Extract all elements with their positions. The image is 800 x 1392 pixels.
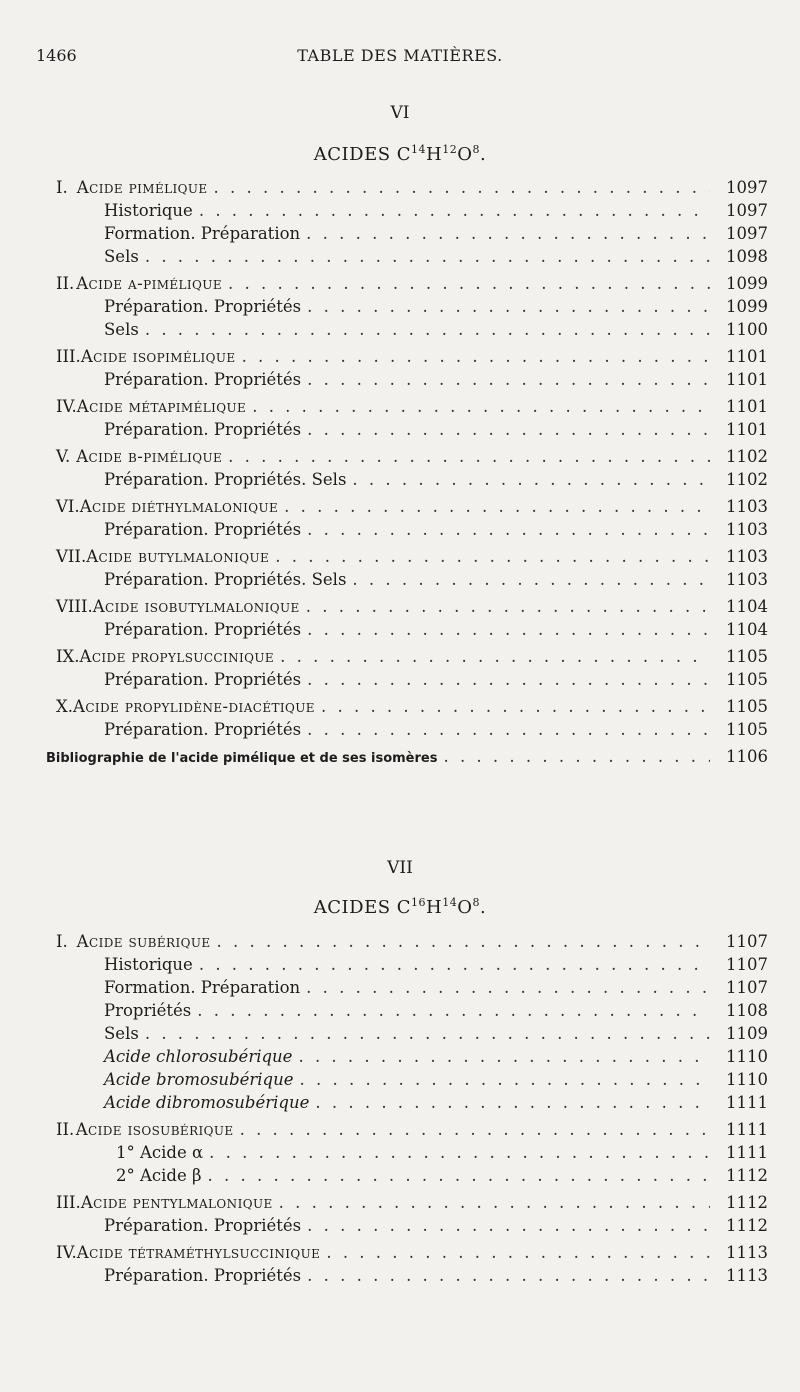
toc-entry <box>56 178 768 201</box>
entry-number: I. <box>56 932 68 951</box>
dot-leader <box>321 697 710 716</box>
toc-entry <box>56 932 768 955</box>
dot-leader <box>240 1120 710 1139</box>
toc-entry <box>56 320 768 343</box>
entry-page-number: 1105 <box>726 697 768 716</box>
section-number: VII <box>387 858 413 878</box>
toc-entry <box>56 955 768 978</box>
dot-leader <box>228 447 710 466</box>
entry-number: IX. <box>56 647 80 666</box>
entry-page-number: 1111 <box>726 1093 768 1112</box>
entry-page-number: 1098 <box>726 247 768 266</box>
dot-leader <box>199 955 710 974</box>
toc-entry <box>56 720 768 743</box>
dot-leader <box>145 247 710 266</box>
entry-label: Préparation. Propriétés. Sels <box>104 570 347 589</box>
toc-entry <box>56 420 768 443</box>
running-title: TABLE DES MATIÈRES. <box>297 46 503 65</box>
entry-label: Sels <box>104 320 139 339</box>
entry-number: IV. <box>56 1243 77 1262</box>
entry-page-number: 1104 <box>726 620 768 639</box>
entry-page-number: 1107 <box>726 932 768 951</box>
entry-number: III. <box>56 347 81 366</box>
entry-page-number: 1113 <box>726 1243 768 1262</box>
dot-leader <box>307 420 710 439</box>
toc-entry <box>56 1047 768 1070</box>
dot-leader <box>326 1243 710 1262</box>
section-number: VI <box>390 103 410 123</box>
dot-leader <box>279 1193 710 1212</box>
dot-leader <box>214 178 710 197</box>
entry-label: Historique <box>104 955 193 974</box>
entry-page-number: 1111 <box>726 1143 768 1162</box>
entry-label: Préparation. Propriétés <box>104 1216 302 1235</box>
toc-entry <box>56 247 768 270</box>
entry-number: X. <box>56 697 73 716</box>
entry-number: VII. <box>56 547 87 566</box>
entry-page-number: 1110 <box>726 1047 768 1066</box>
entry-page-number: 1102 <box>726 447 768 466</box>
toc-entry <box>56 274 768 297</box>
entry-page-number: 1112 <box>726 1216 768 1235</box>
dot-leader <box>242 347 710 366</box>
dot-leader <box>443 747 710 766</box>
entry-label: Acide subérique <box>76 932 211 951</box>
toc-entry <box>56 370 768 393</box>
entry-label: Formation. Préparation <box>104 224 301 243</box>
toc-entry <box>56 570 768 593</box>
toc-entry <box>56 397 768 420</box>
toc-entry <box>56 1120 768 1143</box>
entry-label: Acide diéthylmalonique <box>79 497 279 516</box>
entry-page-number: 1105 <box>726 720 768 739</box>
entry-label: Acide métapimélique <box>76 397 247 416</box>
entry-label: 2° Acide β <box>116 1166 202 1185</box>
entry-label: Préparation. Propriétés <box>104 420 302 439</box>
toc-entry <box>56 347 768 370</box>
entry-label: Propriétés <box>104 1001 192 1020</box>
toc-entry <box>56 1070 768 1093</box>
entry-page-number: 1112 <box>726 1193 768 1212</box>
entry-label: Préparation. Propriétés <box>104 520 302 539</box>
dot-leader <box>306 978 710 997</box>
entry-label: Acide pimélique <box>76 178 208 197</box>
entry-page-number: 1097 <box>726 201 768 220</box>
dot-leader <box>209 1143 710 1162</box>
entry-page-number: 1107 <box>726 978 768 997</box>
dot-leader <box>306 224 710 243</box>
entry-label: Sels <box>104 1024 139 1043</box>
entry-page-number: 1103 <box>726 547 768 566</box>
toc-entry <box>56 978 768 1001</box>
entry-number: II. <box>56 1120 75 1139</box>
entry-page-number: 1101 <box>726 397 768 416</box>
entry-page-number: 1111 <box>726 1120 768 1139</box>
toc-entry <box>56 447 768 470</box>
entry-label: Acide isopimélique <box>80 347 236 366</box>
entry-page-number: 1101 <box>726 347 768 366</box>
dot-leader <box>352 570 710 589</box>
entry-page-number: 1099 <box>726 274 768 293</box>
entry-page-number: 1108 <box>726 1001 768 1020</box>
entry-label: Bibliographie de l'acide pimélique et de ses isomères <box>46 751 438 766</box>
entry-page-number: 1110 <box>726 1070 768 1089</box>
entry-label: Acide dibromosubérique <box>104 1093 310 1112</box>
entry-page-number: 1107 <box>726 955 768 974</box>
dot-leader <box>352 470 710 489</box>
dot-leader <box>298 1047 710 1066</box>
toc-entry <box>56 547 768 570</box>
toc-entry <box>56 697 768 720</box>
entry-page-number: 1106 <box>726 747 768 766</box>
entry-number: VIII. <box>56 597 93 616</box>
entry-label: Acide butylmalonique <box>86 547 270 566</box>
toc-entry <box>56 297 768 320</box>
toc-entry <box>56 1193 768 1216</box>
toc-entry <box>56 1001 768 1024</box>
entry-label: Préparation. Propriétés <box>104 670 302 689</box>
toc-section-6 <box>46 178 768 770</box>
entry-number: V. <box>56 447 71 466</box>
entry-label: Acide isobutylmalonique <box>92 597 300 616</box>
dot-leader <box>315 1093 710 1112</box>
toc-entry <box>56 1266 768 1289</box>
dot-leader <box>307 620 710 639</box>
entry-page-number: 1100 <box>726 320 768 339</box>
entry-label: Préparation. Propriétés <box>104 370 302 389</box>
entry-page-number: 1101 <box>726 370 768 389</box>
entry-label: Acide tétraméthylsuccinique <box>76 1243 321 1262</box>
toc-entry <box>56 201 768 224</box>
toc-entry <box>56 497 768 520</box>
toc-entry <box>56 1024 768 1047</box>
entry-page-number: 1103 <box>726 570 768 589</box>
dot-leader <box>197 1001 710 1020</box>
entry-label: Acide pentylmalonique <box>80 1193 273 1212</box>
dot-leader <box>208 1166 710 1185</box>
dot-leader <box>275 547 710 566</box>
page-header <box>36 46 764 74</box>
entry-page-number: 1109 <box>726 1024 768 1043</box>
toc-entry <box>56 647 768 670</box>
entry-page-number: 1097 <box>726 224 768 243</box>
toc-entry <box>56 520 768 543</box>
dot-leader <box>217 932 710 951</box>
dot-leader <box>252 397 710 416</box>
dot-leader <box>145 320 710 339</box>
dot-leader <box>300 1070 710 1089</box>
toc-section-7 <box>56 932 768 1289</box>
dot-leader <box>145 1024 710 1043</box>
entry-label: Préparation. Propriétés. Sels <box>104 470 347 489</box>
entry-page-number: 1104 <box>726 597 768 616</box>
toc-entry <box>56 1093 768 1116</box>
dot-leader <box>307 720 710 739</box>
entry-page-number: 1101 <box>726 420 768 439</box>
entry-label: Acide isosubérique <box>75 1120 234 1139</box>
toc-entry <box>56 1216 768 1239</box>
entry-page-number: 1097 <box>726 178 768 197</box>
entry-label: Sels <box>104 247 139 266</box>
toc-entry <box>46 747 768 770</box>
dot-leader <box>307 297 710 316</box>
entry-label: Préparation. Propriétés <box>104 720 302 739</box>
entry-label: Préparation. Propriétés <box>104 1266 302 1285</box>
dot-leader <box>307 520 710 539</box>
toc-entry <box>56 1143 768 1166</box>
dot-leader <box>307 670 710 689</box>
entry-label: Acide α-pimélique <box>76 274 222 293</box>
dot-leader <box>307 370 710 389</box>
entry-page-number: 1105 <box>726 670 768 689</box>
entry-page-number: 1103 <box>726 520 768 539</box>
dot-leader <box>307 1216 710 1235</box>
entry-label: 1° Acide α <box>116 1143 204 1162</box>
entry-label: Acide β-pimélique <box>76 447 223 466</box>
entry-page-number: 1113 <box>726 1266 768 1285</box>
page-number: 1466 <box>36 46 77 65</box>
entry-page-number: 1103 <box>726 497 768 516</box>
dot-leader <box>280 647 710 666</box>
entry-label: Préparation. Propriétés <box>104 620 302 639</box>
entry-page-number: 1099 <box>726 297 768 316</box>
dot-leader <box>306 597 710 616</box>
entry-number: III. <box>56 1193 81 1212</box>
entry-label: Acide propylsuccinique <box>79 647 275 666</box>
dot-leader <box>199 201 710 220</box>
toc-entry <box>56 1166 768 1189</box>
section-title: ACIDES $C^{16}H^{14}O^8$. <box>313 896 487 918</box>
toc-entry <box>56 670 768 693</box>
toc-entry <box>56 620 768 643</box>
toc-entry <box>56 597 768 620</box>
entry-number: IV. <box>56 397 77 416</box>
entry-page-number: 1112 <box>726 1166 768 1185</box>
toc-entry <box>56 1243 768 1266</box>
dot-leader <box>284 497 710 516</box>
toc-entry <box>56 224 768 247</box>
toc-entry <box>56 470 768 493</box>
entry-number: I. <box>56 178 68 197</box>
entry-number: VI. <box>56 497 80 516</box>
entry-page-number: 1105 <box>726 647 768 666</box>
entry-label: Préparation. Propriétés <box>104 297 302 316</box>
entry-label: Acide propylidène-diacétique <box>73 697 315 716</box>
dot-leader <box>307 1266 710 1285</box>
entry-page-number: 1102 <box>726 470 768 489</box>
entry-label: Historique <box>104 201 193 220</box>
entry-label: Formation. Préparation <box>104 978 301 997</box>
entry-label: Acide chlorosubérique <box>104 1047 293 1066</box>
entry-label: Acide bromosubérique <box>104 1070 294 1089</box>
section-title: ACIDES $C^{14}H^{12}O^8$. <box>313 143 487 165</box>
entry-number: II. <box>56 274 75 293</box>
dot-leader <box>228 274 710 293</box>
